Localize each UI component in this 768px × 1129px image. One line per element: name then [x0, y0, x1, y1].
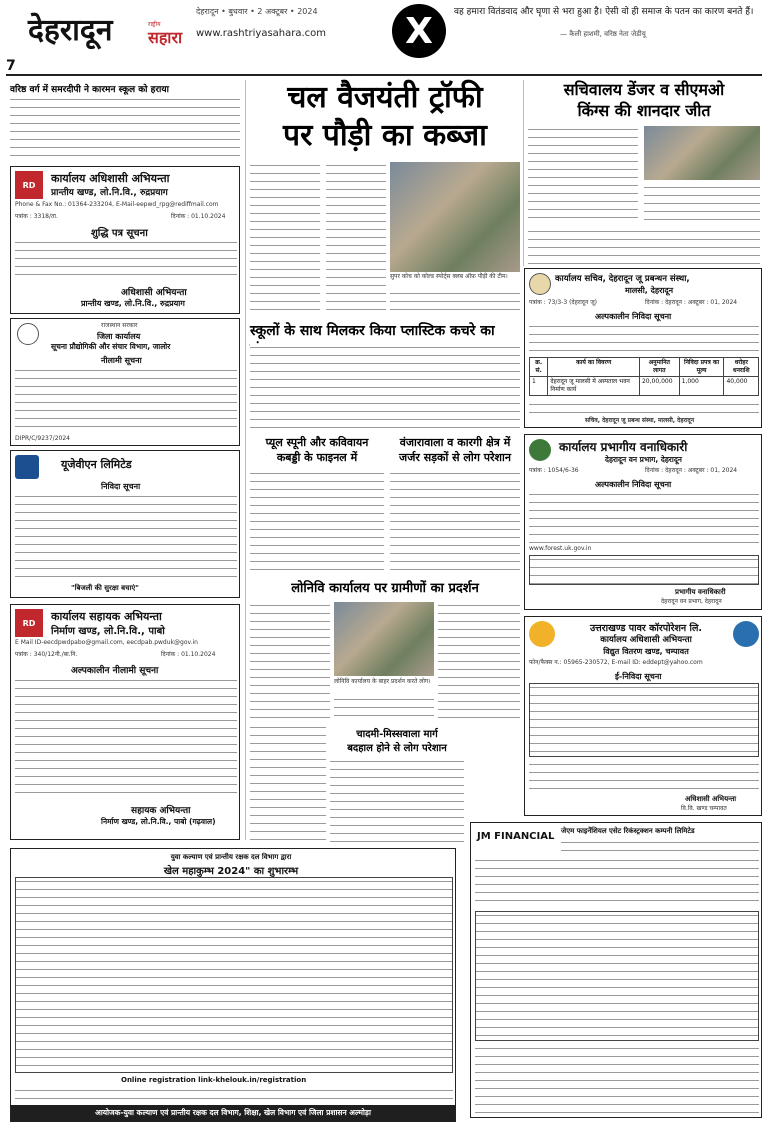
forest-sign-sub: देहरादून वन प्रभाग, देहरादून — [661, 598, 722, 605]
sports-note — [15, 1087, 453, 1101]
pwd2-title: कार्यालय सहायक अभियन्ता — [51, 610, 162, 623]
pwd1-title: कार्यालय अधिशासी अभियन्ता — [51, 172, 170, 185]
top-left-headline: वरिष्ठ वर्ग में समरदीपी ने कारमन स्कूल को हराया — [10, 85, 169, 95]
ujvn-heading: निविदा सूचना — [101, 482, 141, 491]
plastic-body — [250, 344, 520, 430]
plastic-headline: स्कूलों के साथ मिलकर किया प्लास्टिक कचरे का — [250, 323, 495, 339]
pwd1-heading: शुद्धि पत्र सूचना — [91, 228, 148, 239]
zoo-footer-body — [529, 401, 759, 415]
jm-table — [475, 911, 759, 1041]
masthead — [0, 0, 768, 72]
zoo-cell-cost: 20,00,000 — [639, 377, 679, 396]
zoo-sign: सचिव, देहरादून जू प्रबन्ध संस्था, मालसी, देहरादून — [585, 417, 695, 424]
masthead-rule — [6, 74, 762, 76]
forest-notice — [524, 434, 762, 610]
pwd2-sign: सहायक अभियन्ता — [131, 806, 191, 816]
road-body — [390, 470, 520, 574]
pwd2-letter-no: पत्रांक : 340/12नी./बा.नि. — [15, 651, 78, 658]
masthead-quote: वह हमारा वितंडवाद और घृणा से भरा हुआ है। ऐसी वो ही समाज के पतन का कारण बनते हैं। — [454, 7, 754, 17]
zoo-subtitle: मालसी, देहरादून — [625, 286, 674, 295]
forest-title: कार्यालय प्रभागीय वनाधिकारी — [559, 440, 688, 454]
lead-headline-1: चल वैजयंती ट्रॉफी — [287, 80, 483, 115]
zoo-col-sn: क्र. सं. — [530, 358, 548, 377]
paper-logo: सहारा — [148, 28, 183, 47]
jm-body — [475, 857, 759, 907]
jm-intro — [561, 839, 759, 853]
pwd-logo: RD — [15, 171, 43, 199]
zoo-body — [529, 323, 759, 355]
forest-subtitle: देहरादून वन प्रभाग, देहरादून — [605, 455, 682, 464]
forest-website: www.forest.uk.gov.in — [529, 545, 592, 552]
lead-body-col1 — [250, 162, 320, 317]
zoo-col-deposit: धरोहर धनराशि — [724, 358, 759, 377]
forest-letter: पत्रांक : 1054/6-36 — [529, 467, 579, 474]
ujvn-body — [15, 493, 237, 581]
pwd1-contact: Phone & Fax No.: 01364-233204, E-Mail-eepwd_rpg@rediffmail.com — [15, 201, 219, 208]
upcl-sign-sub: वि.वि. खण्ड चम्पावत — [681, 805, 727, 812]
right-story-body-3 — [528, 228, 760, 264]
jalore-title: जिला कार्यालय — [97, 332, 141, 341]
forest-sign: प्रभागीय वनाधिकारी — [675, 588, 726, 596]
ujvn-notice — [10, 450, 240, 598]
lead-photo-caption: सुपर कोच को कोल्ड स्पोर्ट्स क्लब ऑफ़ पौड़ी की टीम। — [390, 273, 508, 280]
jm-logo: JM FINANCIAL — [477, 831, 555, 842]
kabaddi-body — [250, 470, 384, 574]
lead-headline-2: पर पौड़ी का कब्जा — [283, 118, 487, 153]
jalore-code: DIPR/C/9237/2024 — [15, 435, 70, 442]
upcl-contact: फोन/फैक्स न.: 05965-230572, E-mail ID: eddept@yahoo.com — [529, 659, 703, 666]
sports-table — [15, 877, 453, 1073]
ujvn-logo — [15, 455, 39, 479]
pwd2-body — [15, 677, 237, 799]
lead-body-col2 — [326, 162, 386, 317]
top-left-body — [10, 96, 240, 160]
upcl-table — [529, 683, 759, 757]
right-story-body-2 — [644, 184, 760, 224]
column-rule-1 — [245, 80, 246, 840]
loni-body-2 — [334, 696, 434, 720]
zoo-col-cost: अनुमानित लागत — [639, 358, 679, 377]
upcl-title: उत्तराखण्ड पावर कॉरपोरेशन लि. — [589, 623, 703, 634]
forest-logo — [529, 439, 551, 461]
sports-subtitle: युवा कल्याण एवं प्रान्तीय रक्षक दल विभाग द्वारा — [170, 853, 292, 861]
sports-notice — [10, 848, 456, 1122]
jalore-heading: नीलामी सूचना — [101, 356, 142, 365]
lead-body-col3 — [390, 290, 520, 316]
right-story-photo — [644, 126, 760, 180]
ujvn-sign: "बिजली की सुरक्षा बचाएं" — [71, 584, 139, 592]
jalore-body — [15, 367, 237, 433]
pwd1-body — [15, 239, 237, 279]
chadmi-body — [330, 758, 464, 842]
pwd2-subtitle: निर्माण खण्ड, लो.नि.वि., पाबो — [51, 626, 165, 637]
ujvn-title: यूजेवीएन लिमिटेड — [61, 458, 132, 471]
road-headline-2: जर्जर सड़कों से लोग परेशान — [399, 451, 511, 464]
jalore-subtitle: सूचना प्रौद्योगिकी और संचार विभाग, जालोर — [51, 342, 171, 351]
jalore-header: राजस्थान सरकार — [101, 322, 138, 329]
loni-caption: लोनिवि कार्यालय के बाहर प्रदर्शन करते लोग। — [334, 678, 431, 685]
jm-financial-notice — [470, 822, 762, 1118]
zoo-cell-desc: देहरादून जू मालसी में अस्पताल भवन निर्माण कार्य — [548, 377, 640, 396]
lead-photo — [390, 162, 520, 272]
page-number: 7 — [6, 58, 16, 74]
road-headline-1: वंजारावाला व कारगी क्षेत्र में — [399, 436, 511, 449]
sports-title: खेल महाकुम्भ 2024" का शुभारम्भ — [163, 866, 299, 877]
x-logo-box — [392, 4, 446, 58]
pwd1-date: दिनांक : 01.10.2024 — [171, 213, 226, 220]
jm-footer-body — [475, 1045, 759, 1113]
kabaddi-headline-2: कबड्डी के फाइनल में — [276, 451, 358, 464]
loni-body-3 — [438, 602, 520, 720]
pwd1-letter-no: पत्रांक : 3318/ता. — [15, 213, 58, 220]
forest-heading: अल्पकालीन निविदा सूचना — [595, 480, 672, 489]
jalore-notice — [10, 318, 240, 446]
column-rule-2 — [523, 80, 524, 266]
chadmi-headline-1: चादमी-मिस्सवाला मार्ग — [356, 729, 438, 740]
jalore-emblem — [17, 323, 39, 345]
kabaddi-headline-1: प्यूल स्पूनी और कविवायन — [265, 436, 369, 449]
upcl-sign: अधिशासी अभियन्ता — [685, 795, 737, 803]
zoo-cell-deposit: 40,000 — [724, 377, 759, 396]
zoo-heading: अल्पकालीन निविदा सूचना — [595, 312, 672, 321]
upcl-logo-left — [529, 621, 555, 647]
zoo-cell-fee: 1,000 — [679, 377, 724, 396]
zoo-table — [529, 357, 759, 396]
zoo-letter: पत्रांक : 73/3-3 (देहरादून जू) — [529, 299, 598, 306]
pwd2-logo: RD — [15, 609, 43, 637]
zoo-cell-sn: 1 — [530, 377, 548, 396]
pwd2-date: दिनांक : 01.10.2024 — [161, 651, 216, 658]
pwd1-sign-sub: प्रान्तीय खण्ड, लो.नि.वि., रुद्रप्रयाग — [81, 299, 185, 308]
loni-body-1 — [250, 602, 330, 720]
table-row — [530, 377, 759, 396]
zoo-logo — [529, 273, 551, 295]
right-headline-1: सचिवालय डेंजर व सीएमओ — [563, 80, 725, 99]
loni-photo — [334, 602, 434, 676]
zoo-col-fee: निविदा प्रपत्र का मूल्य — [679, 358, 724, 377]
zoo-date: दिनांक : देहरादून : अक्टूबर : 01, 2024 — [645, 299, 738, 306]
upcl-notice — [524, 616, 762, 816]
forest-body — [529, 491, 759, 543]
upcl-body — [529, 761, 759, 791]
right-story-body-1 — [528, 126, 638, 224]
upcl-logo-right — [733, 621, 759, 647]
pwd1-subtitle: प्रान्तीय खण्ड, लो.नि.वि., रुद्रप्रयाग — [51, 188, 168, 198]
jm-title: जेएम फाइनेंशियल एसेट रिकंस्ट्रक्शन कम्पनी लिमिटेड — [561, 827, 695, 835]
date-line: देहरादून • बुधवार • 2 अक्टूबर • 2024 — [196, 7, 318, 16]
forest-table — [529, 555, 759, 585]
right-headline-2: किंग्स की शानदार जीत — [577, 101, 711, 120]
zoo-title: कार्यालय सचिव, देहरादून जू प्रबन्धन संस्था, — [555, 274, 690, 284]
pwd2-heading: अल्पकालीन नीलामी सूचना — [71, 666, 159, 676]
pwd1-sign: अधिशासी अभियन्ता — [121, 288, 187, 298]
pwd2-contact: E Mail ID-eecdpwdpabo@gmail.com, eecdpab.pwduk@gov.in — [15, 639, 198, 646]
pwd-pabo-notice — [10, 604, 240, 840]
x-logo-icon: X — [405, 10, 433, 52]
upcl-subtitle: कार्यालय अधिशासी अभियन्ता — [600, 635, 692, 645]
forest-date: दिनांक : देहरादून : अक्टूबर : 01, 2024 — [645, 467, 738, 474]
sports-registration: Online registration link-khelouk.in/registration — [121, 1076, 307, 1084]
zoo-col-desc: कार्य का विवरण — [548, 358, 640, 377]
upcl-heading: ई-निविदा सूचना — [615, 672, 662, 681]
pwd-rudraprayag-notice — [10, 166, 240, 314]
edition-name: देहरादून — [28, 13, 113, 48]
pwd2-sign-sub: निर्माण खण्ड, लो.नि.वि., पाबो (गढ़वाल) — [101, 817, 216, 826]
chadmi-headline-2: बदहाल होने से लोग परेशान — [347, 743, 447, 754]
loni-continued-body — [250, 724, 326, 842]
paper-tagline: राष्ट्रीय — [148, 21, 161, 28]
zoo-table-header-row — [530, 358, 759, 377]
sports-footer-banner: आयोजक-युवा कल्याण एवं प्रान्तीय रक्षक दल विभाग, शिक्षा, खेल विभाग एवं जिला प्रशासन अल्मोड़ा — [11, 1105, 455, 1121]
website: www.rashtriyasahara.com — [196, 28, 327, 39]
upcl-subtitle-2: विद्युत वितरण खण्ड, चम्पावत — [603, 647, 689, 656]
quote-author: — कैली हाशमी, वरिष्ठ नेता जेडीयू — [560, 30, 646, 38]
zoo-notice — [524, 268, 762, 428]
loni-headline: लोनिवि कार्यालय पर ग्रामीणों का प्रदर्शन — [291, 581, 479, 596]
